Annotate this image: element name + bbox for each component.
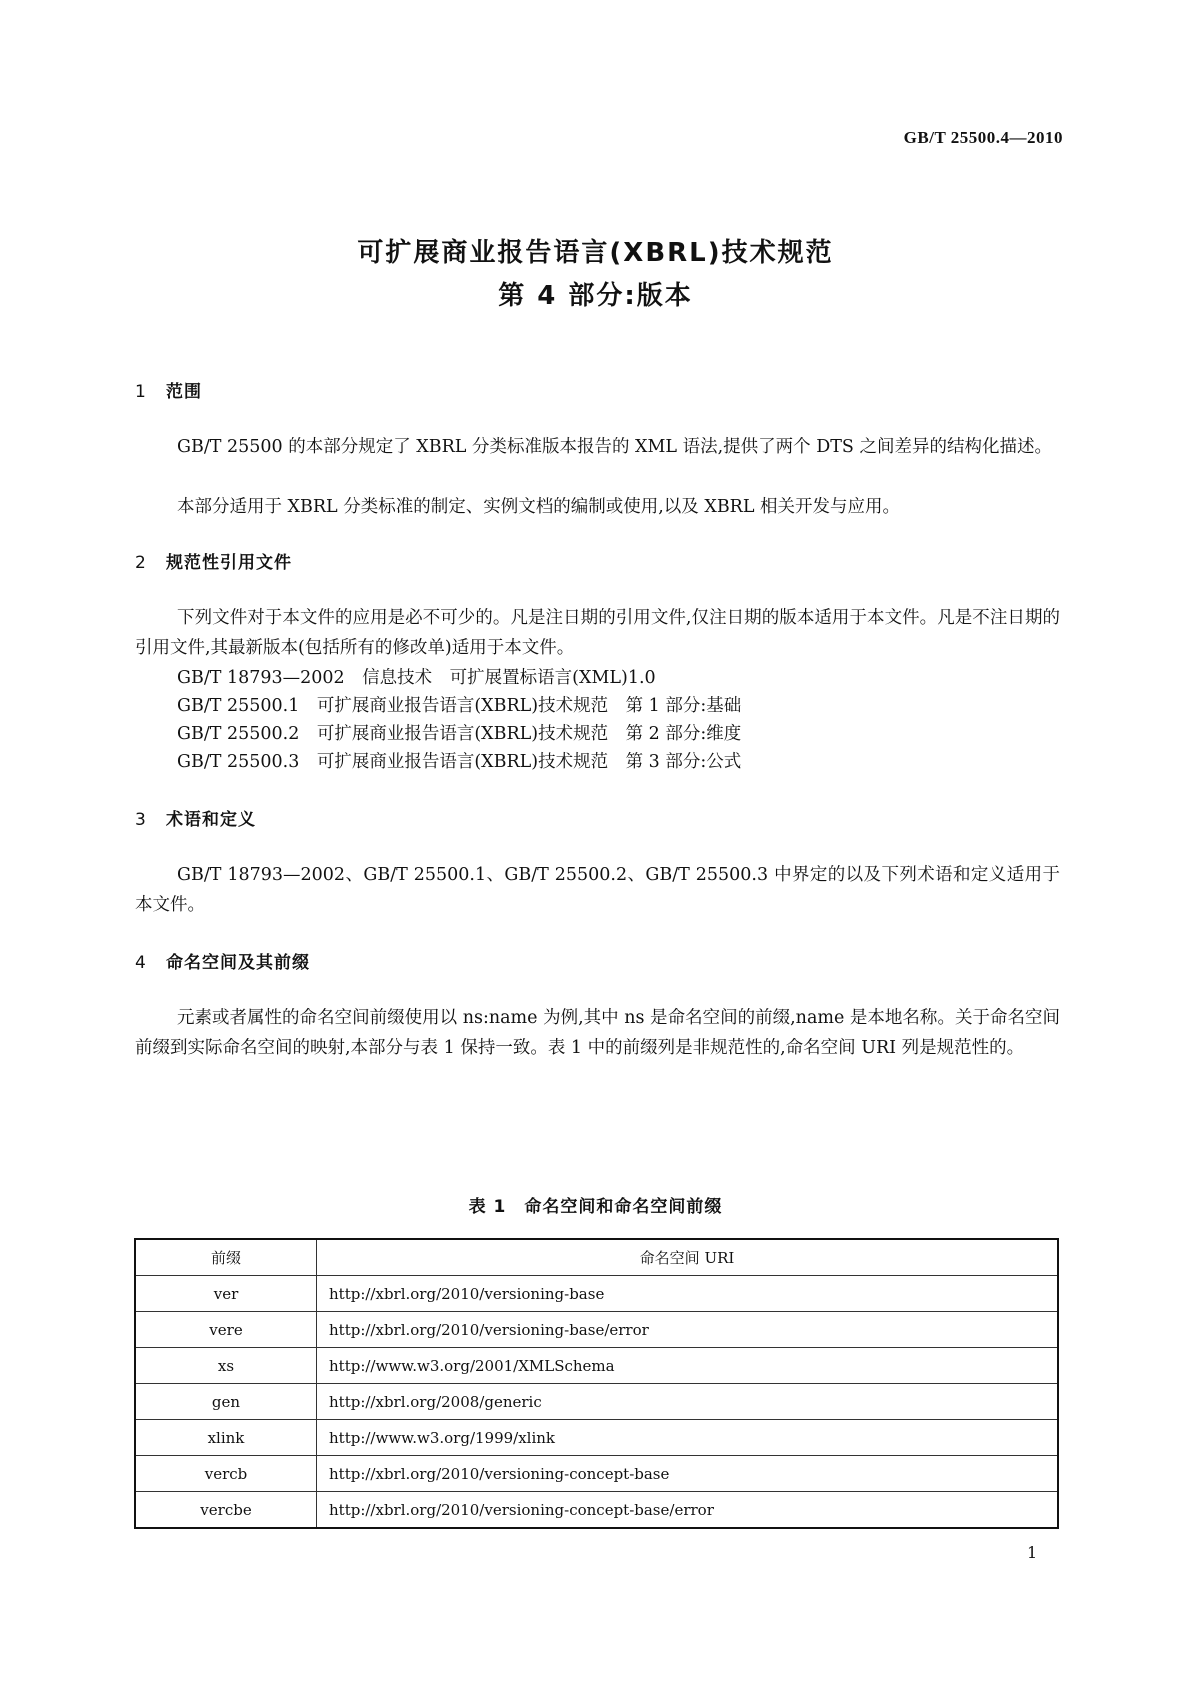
paragraph-text: 下列文件对于本文件的应用是必不可少的。凡是注日期的引用文件,仅注日期的版本适用于本文件。凡是不注日期的引用文件,其最新版本(包括所有的修改单)适用于本文件。: [135, 608, 1060, 658]
uri-cell: http://www.w3.org/1999/xlink: [317, 1420, 1059, 1456]
section-title: 命名空间及其前缀: [166, 953, 310, 973]
prefix-cell: gen: [135, 1384, 317, 1420]
section-number: 1: [135, 382, 147, 402]
section-number: 3: [135, 810, 147, 830]
table-row: [135, 1456, 1058, 1492]
paragraph-text: 本部分适用于 XBRL 分类标准的制定、实例文档的编制或使用,以及 XBRL 相关开发与应用。: [177, 497, 901, 517]
paragraph-text: 元素或者属性的命名空间前缀使用以 ns:name 为例,其中 ns 是命名空间的前缀,name 是本地名称。关于命名空间前缀到实际命名空间的映射,本部分与表 1 保持一致。表 1 中的前缀列是非规范性的,命名空间 URI 列是规范性的。: [135, 1008, 1060, 1058]
paragraph: [135, 1003, 1060, 1063]
table-row: [135, 1312, 1058, 1348]
section-number: 4: [135, 953, 147, 973]
paragraph: [135, 603, 1060, 663]
prefix-cell: xs: [135, 1348, 317, 1384]
uri-cell: http://xbrl.org/2010/versioning-concept-base/error: [317, 1492, 1059, 1529]
table-header-row: [135, 1239, 1058, 1276]
section-title: 范围: [166, 382, 202, 402]
section-1-heading: [135, 377, 202, 402]
column-header-prefix: 前缀: [135, 1239, 317, 1276]
paragraph-text: GB/T 25500 的本部分规定了 XBRL 分类标准版本报告的 XML 语法,提供了两个 DTS 之间差异的结构化描述。: [177, 437, 1052, 457]
uri-cell: http://xbrl.org/2010/versioning-concept-base: [317, 1456, 1059, 1492]
column-header-uri: 命名空间 URI: [317, 1239, 1059, 1276]
table-row: [135, 1348, 1058, 1384]
page-number: 1: [1027, 1543, 1038, 1562]
paragraph: [135, 492, 1060, 522]
prefix-cell: vere: [135, 1312, 317, 1348]
paragraph: [135, 432, 1060, 462]
section-number: 2: [135, 553, 147, 573]
uri-cell: http://xbrl.org/2008/generic: [317, 1384, 1059, 1420]
table-row: [135, 1276, 1058, 1312]
uri-cell: http://www.w3.org/2001/XMLSchema: [317, 1348, 1059, 1384]
section-title: 规范性引用文件: [166, 553, 292, 573]
uri-cell: http://xbrl.org/2010/versioning-base/error: [317, 1312, 1059, 1348]
prefix-cell: vercbe: [135, 1492, 317, 1529]
reference-item: GB/T 18793—2002 信息技术 可扩展置标语言(XML)1.0: [177, 668, 656, 688]
section-4-heading: [135, 948, 310, 973]
section-title: 术语和定义: [166, 810, 256, 830]
table-row: [135, 1384, 1058, 1420]
section-3-heading: [135, 805, 256, 830]
namespace-table: [134, 1238, 1059, 1529]
reference-item: GB/T 25500.3 可扩展商业报告语言(XBRL)技术规范 第 3 部分:公式: [177, 752, 742, 772]
reference-item: GB/T 25500.1 可扩展商业报告语言(XBRL)技术规范 第 1 部分:基础: [177, 696, 742, 716]
standard-code: GB/T 25500.4—2010: [903, 128, 1063, 147]
document-title: 可扩展商业报告语言(XBRL)技术规范: [357, 238, 834, 268]
reference-item: GB/T 25500.2 可扩展商业报告语言(XBRL)技术规范 第 2 部分:维度: [177, 724, 742, 744]
paragraph-text: GB/T 18793—2002、GB/T 25500.1、GB/T 25500.2、GB/T 25500.3 中界定的以及下列术语和定义适用于本文件。: [135, 865, 1060, 915]
prefix-cell: xlink: [135, 1420, 317, 1456]
table-row: [135, 1420, 1058, 1456]
table-caption: 表 1 命名空间和命名空间前缀: [468, 1197, 723, 1217]
table-row: [135, 1492, 1058, 1529]
document-subtitle: 第 4 部分:版本: [498, 281, 693, 311]
section-2-heading: [135, 548, 292, 573]
paragraph: [135, 860, 1060, 920]
prefix-cell: ver: [135, 1276, 317, 1312]
prefix-cell: vercb: [135, 1456, 317, 1492]
uri-cell: http://xbrl.org/2010/versioning-base: [317, 1276, 1059, 1312]
